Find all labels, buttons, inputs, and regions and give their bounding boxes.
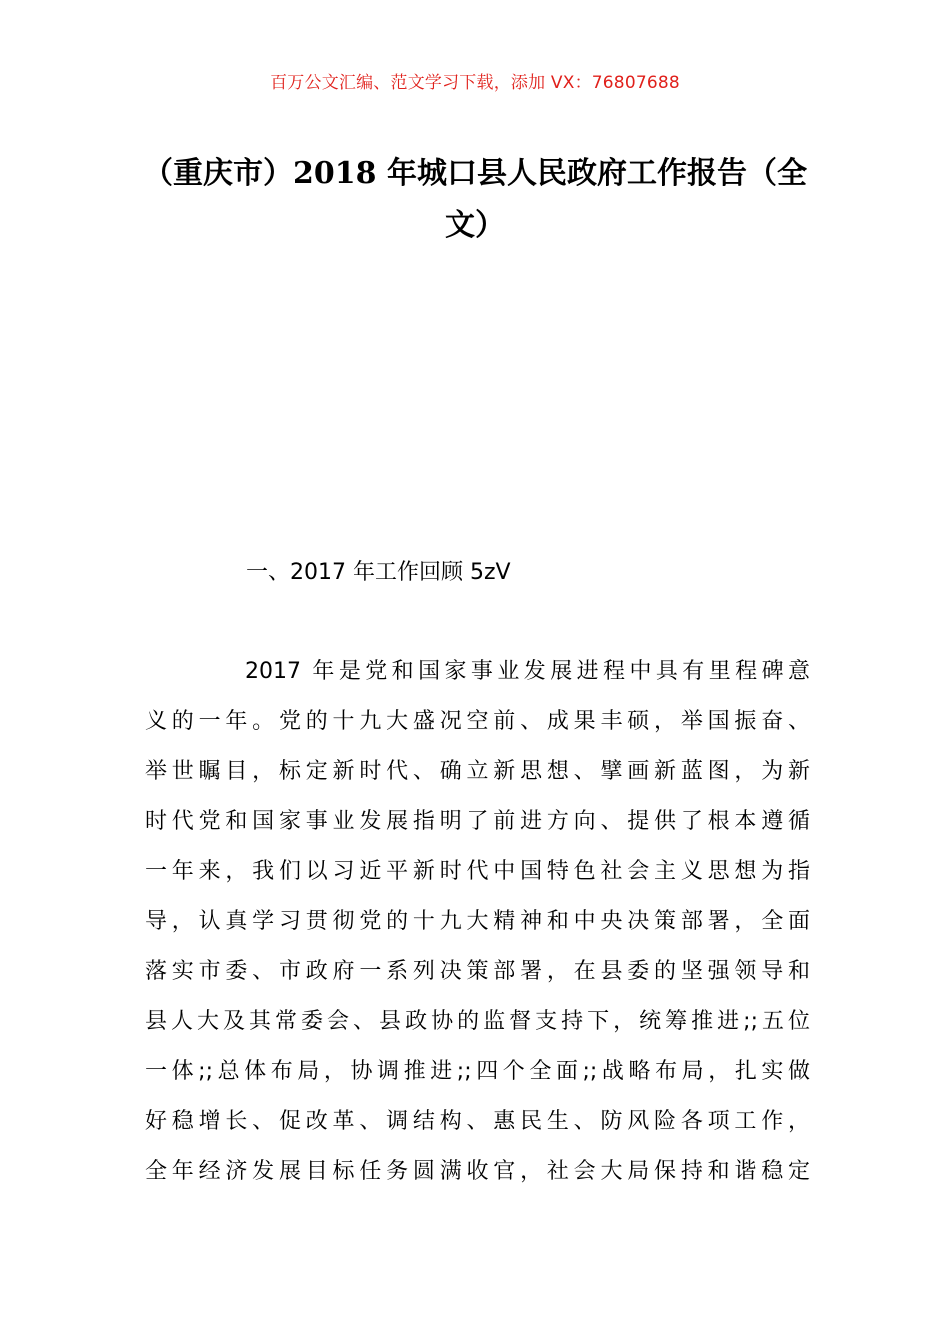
body-line: 义的一年。党的十九大盛况空前、成果丰硕，举国振奋、	[145, 709, 810, 734]
body-text	[145, 655, 810, 1205]
body-line: 全年经济发展目标任务圆满收官，社会大局保持和谐稳定	[145, 1159, 810, 1184]
header-note: 百万公文汇编、范文学习下载，添加 VX：76807688	[270, 73, 680, 93]
section-heading: 一、2017 年工作回顾 5zV	[246, 560, 511, 585]
body-line: 县人大及其常委会、县政协的监督支持下，统筹推进;;五位	[145, 1009, 810, 1034]
body-line: 举世瞩目，标定新时代、确立新思想、擘画新蓝图，为新	[145, 759, 810, 784]
body-line: 一体;;总体布局，协调推进;;四个全面;;战略布局，扎实做	[145, 1059, 810, 1084]
body-line: 好稳增长、促改革、调结构、惠民生、防风险各项工作，	[145, 1109, 810, 1134]
body-line: 一年来，我们以习近平新时代中国特色社会主义思想为指	[145, 859, 810, 884]
body-line: 导，认真学习贯彻党的十九大精神和中央决策部署，全面	[145, 909, 810, 934]
body-line: 2017 年是党和国家事业发展进程中具有里程碑意	[245, 659, 810, 684]
body-line: 落实市委、市政府一系列决策部署，在县委的坚强领导和	[145, 959, 810, 984]
document-title: （重庆市）2018 年城口县人民政府工作报告（全文）	[143, 156, 807, 243]
body-line: 时代党和国家事业发展指明了前进方向、提供了根本遵循	[145, 809, 810, 834]
